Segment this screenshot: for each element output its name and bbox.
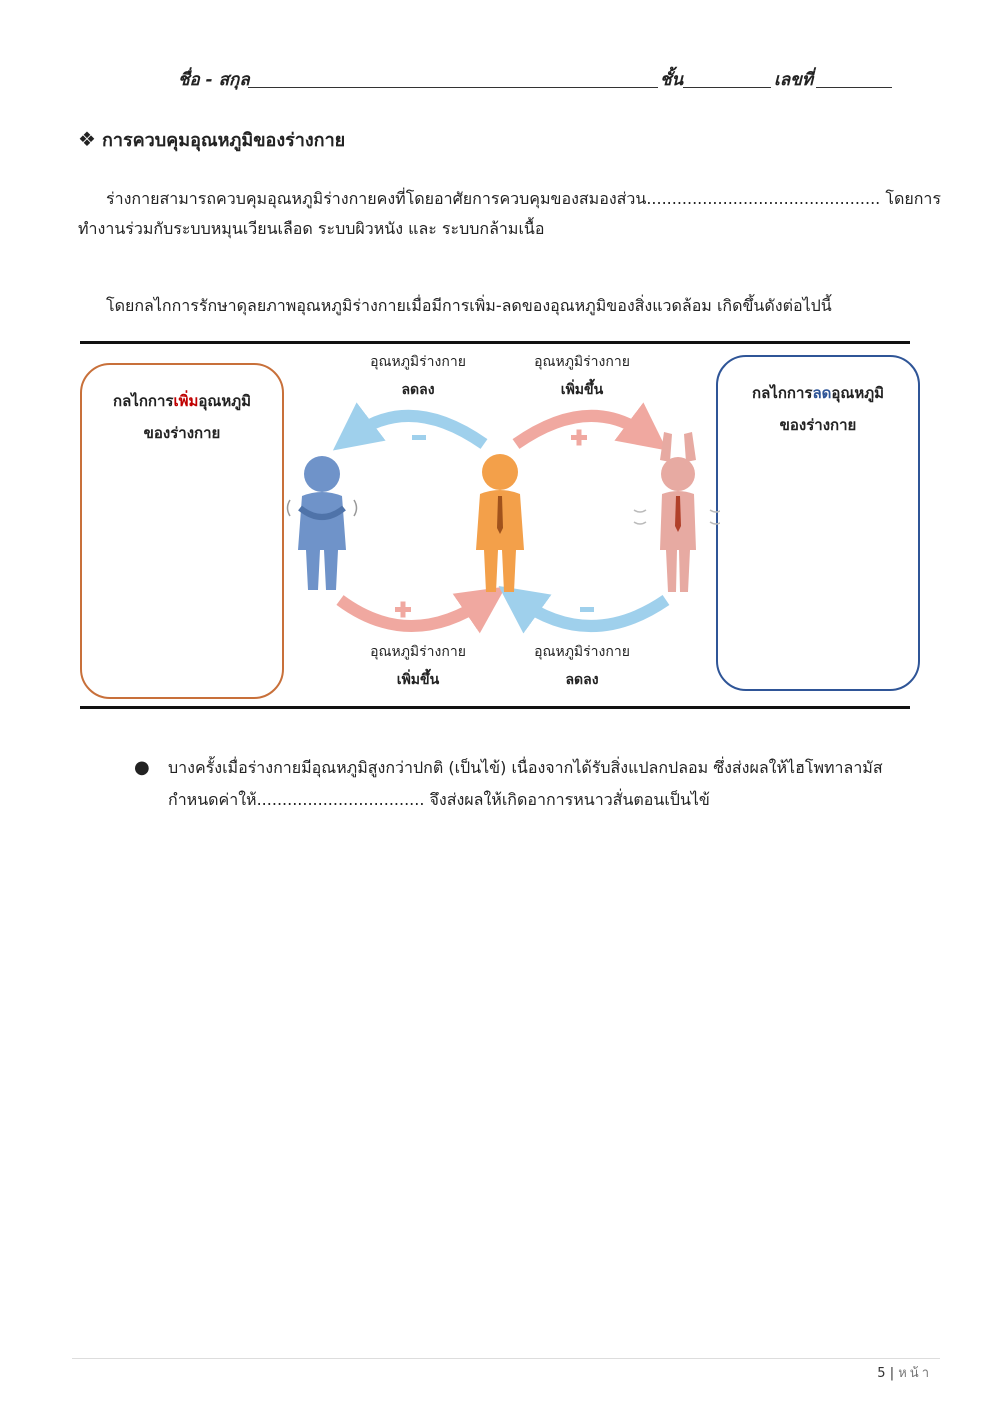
cold-person-icon <box>288 456 357 590</box>
plus-icon <box>571 430 587 446</box>
label-bottom-right: อุณหภูมิร่างกาย ลดลง <box>534 644 630 688</box>
hot-person-icon <box>634 432 720 592</box>
student-info-line <box>178 62 898 96</box>
bottom-rule <box>80 706 910 709</box>
label-top-right: อุณหภูมิร่างกาย เพิ่มขึ้น <box>534 354 630 398</box>
cooling-arrow-top <box>352 416 484 444</box>
section-title <box>78 125 345 154</box>
class-blank[interactable] <box>683 87 771 88</box>
plus-icon <box>395 602 411 618</box>
footer-rule <box>72 1358 940 1359</box>
label-bottom-left: อุณหภูมิร่างกาย เพิ่มขึ้น <box>370 644 466 688</box>
heat-gain-title: กลไกการเพิ่มอุณหภูมิ <box>113 392 251 410</box>
heat-loss-title: กลไกการลดอุณหภูมิ <box>752 384 884 402</box>
normal-person-icon <box>476 454 524 592</box>
heat-gain-mechanism-box[interactable] <box>80 363 284 699</box>
name-blank[interactable] <box>248 87 658 88</box>
name-label: ชื่อ - สกุล <box>178 70 250 90</box>
page-footer <box>877 1362 932 1383</box>
cooling-arrow-bottom <box>518 600 666 626</box>
top-rule <box>80 341 910 344</box>
warming-arrow-bottom <box>340 600 486 626</box>
paragraph1-line2: ทำงานร่วมกับระบบหมุนเวียนเลือด ระบบผิวหนัง และ ระบบกล้ามเนื้อ <box>78 219 545 238</box>
number-label: เลขที่ <box>774 70 814 90</box>
minus-icon <box>580 607 594 612</box>
page-number: 5 <box>877 1366 886 1381</box>
fever-bullet-line1: บางครั้งเมื่อร่างกายมีอุณหภูมิสูงกว่าปกติ (เป็นไข้) เนื่องจากได้รับสิ่งแปลกปลอม ซึ่งส่งผลให้ไฮโพทาลามัส <box>168 758 883 777</box>
diamond-cluster-icon: ❖ <box>78 127 96 151</box>
warming-arrow-top <box>516 416 648 446</box>
bullet-dot-icon: ● <box>134 757 150 778</box>
fever-bullet-line2: กำหนดค่าให้................................. จึงส่งผลให้เกิดอาการหนาวสั่นตอนเป็นไข้ <box>168 790 710 809</box>
thermoregulation-diagram <box>80 340 910 712</box>
heat-loss-mechanism-box[interactable] <box>716 355 920 691</box>
minus-icon <box>412 435 426 440</box>
section-title-text: การควบคุมอุณหภูมิของร่างกาย <box>101 130 346 151</box>
heat-gain-title-line2: ของร่างกาย <box>143 424 221 442</box>
number-blank[interactable] <box>816 87 892 88</box>
class-label: ชั้น <box>660 70 684 90</box>
heat-loss-title-line2: ของร่างกาย <box>779 416 857 434</box>
label-top-left: อุณหภูมิร่างกาย ลดลง <box>370 354 466 398</box>
paragraph1-line1: ร่างกายสามารถควบคุมอุณหภูมิร่างกายคงที่โดยอาศัยการควบคุมของสมองส่วน.............................................. โดยการ <box>106 189 941 208</box>
page-word: หน้า <box>898 1366 932 1381</box>
paragraph2: โดยกลไกการรักษาดุลยภาพอุณหภูมิร่างกายเมื่อมีการเพิ่ม-ลดของอุณหภูมิของสิ่งแวดล้อม เกิดขึ้นดังต่อไปนี้ <box>106 296 832 315</box>
diagram-graphics <box>280 400 720 650</box>
footer-separator: | <box>889 1366 895 1381</box>
